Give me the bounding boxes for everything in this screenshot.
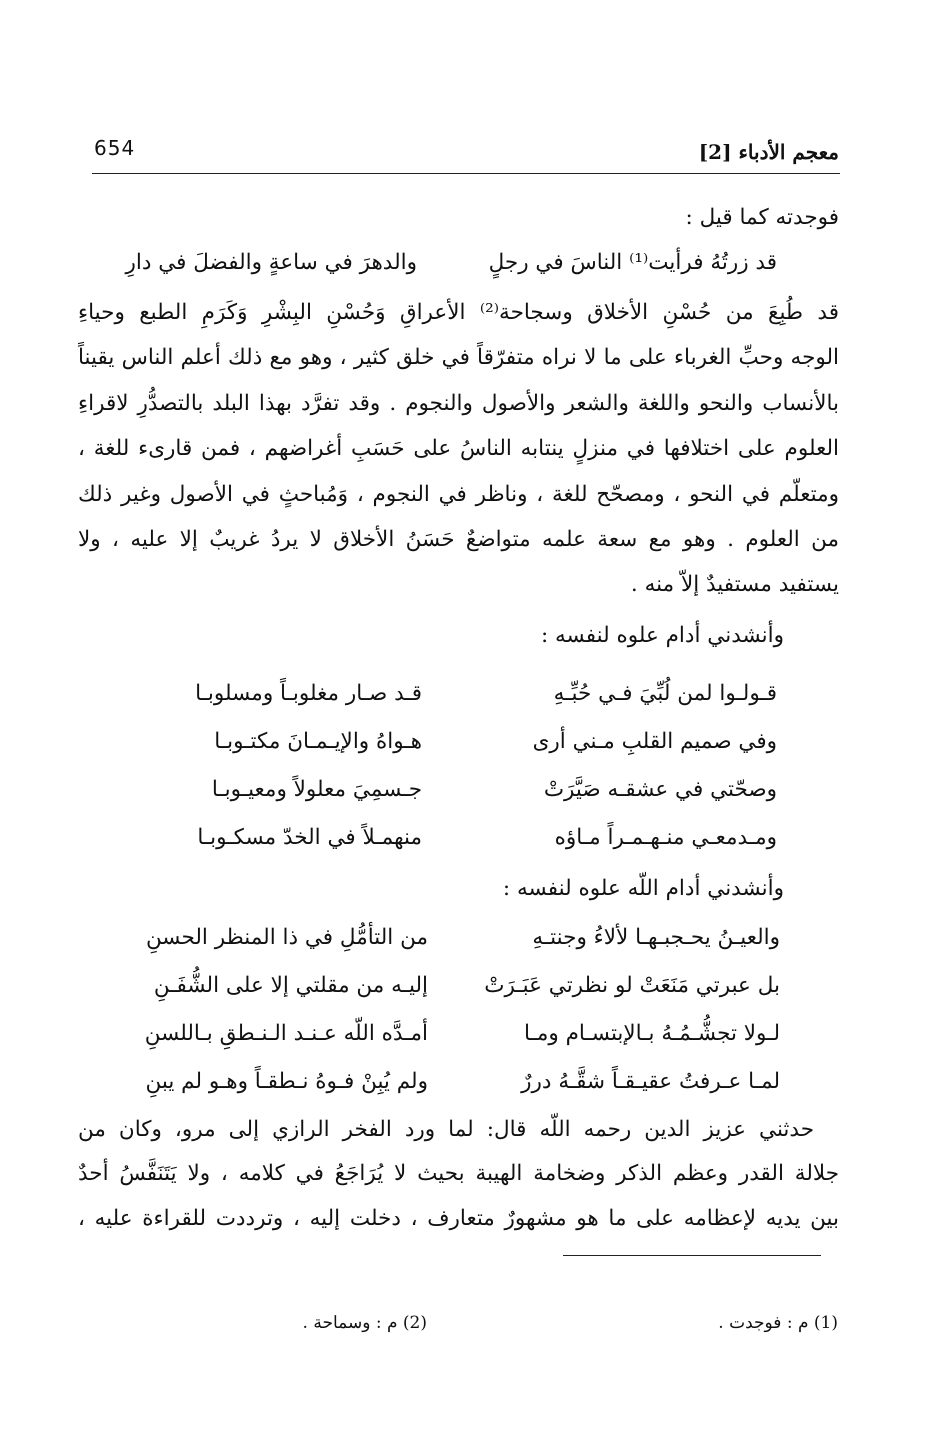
poem1-second-hemistich: منهمـلاً في الخدّ مسكـوبـا xyxy=(197,825,422,850)
poem2-second-hemistich: إليـه من مقلتي إلا على الشُّفَـنِ xyxy=(153,973,428,998)
poem2-second-hemistich: أمـدَّه اللّه عـنـد الـنـطقِ بـاللسنِ xyxy=(144,1021,428,1046)
body-line: يستفيد مستفيدٌ إلاّ منه . xyxy=(630,572,839,597)
body-line: ومتعلّم في النحو ، ومصحّح للغة ، وناظر في النجوم ، وَمُباحثٍ في الأصول وغير ذلك xyxy=(78,482,839,507)
poem2-second-hemistich: من التأمُّلِ في ذا المنظر الحسنِ xyxy=(145,925,428,950)
body-line: العلوم على اختلافها في منزلٍ ينتابه الناسُ على حَسَبِ أغراضهم ، فمن قارىء للغة ، xyxy=(78,436,839,461)
poem1-first-hemistich: وفي صميم القلبِ مـني أرى xyxy=(532,729,777,754)
opening-verse-first-hemistich: قد زرتُهُ فرأيت⁽¹⁾ الناسَ في رجلٍ xyxy=(488,250,777,275)
footnote-2: (2) م : وسماحة . xyxy=(302,1313,427,1333)
poem-intro: وأنشدني أدام علوه لنفسه : xyxy=(540,623,784,648)
poem1-second-hemistich: جـسمِيَ معلولاً ومعيـوبـا xyxy=(211,777,422,802)
running-head-title: معجم الأدباء [2] xyxy=(698,140,839,164)
poem1-first-hemistich: ومـدمعـي منـهـمـراً مـاؤه xyxy=(554,825,777,850)
page-number: 654 xyxy=(94,136,136,160)
poem2-first-hemistich: لـولا تجشُّـمُـهُ بـالإبتسـام ومـا xyxy=(524,1021,780,1046)
poem1-first-hemistich: وصحّتي في عشقـه صَيَّرَتْ xyxy=(543,777,777,802)
body-line: قد طُبِعَ من حُسْنِ الأخلاق وسجاحة⁽²⁾ الأعراقِ وَحُسْنِ البِشْرِ وَكَرَمِ الطبع وحياءِ xyxy=(78,300,839,325)
body-line: بين يديه لإعظامه على ما هو مشهورٌ متعارف ، دخلت إليه ، وترددت للقراءة عليه ، xyxy=(78,1206,839,1231)
poem-intro: وأنشدني أدام اللّه علوه لنفسه : xyxy=(502,876,784,901)
poem1-second-hemistich: قـد صـار مغلوبـاً ومسلوبـا xyxy=(195,681,422,706)
body-line-intro: فوجدته كما قيل : xyxy=(685,205,839,230)
body-line: من العلوم . وهو مع سعة علمه متواضعٌ حَسَنُ الأخلاق لا يردُ غريبٌ إلا عليه ، ولا xyxy=(78,527,839,552)
poem2-first-hemistich: بل عبرتي مَنَعَتْ لو نظرتي عَبَـرَتْ xyxy=(484,973,780,998)
header-divider xyxy=(92,173,840,174)
opening-verse-second-hemistich: والدهرَ في ساعةٍ والفضلَ في دارِ xyxy=(125,250,417,275)
body-line: جلالة القدر وعظم الذكر وضخامة الهيبة بحيث لا يُرَاجَعُ في كلامه ، ولا يَتَنَفَّسُ أحدٌ xyxy=(78,1161,839,1186)
poem1-first-hemistich: قـولـوا لمن لُبِّيَ فـي حُبِّـهِ xyxy=(553,681,777,706)
body-line: الوجه وحبِّ الغرباء على ما لا نراه متفرّقاً في خلق كثير ، وهو مع ذلك أعلم الناس يقيناً xyxy=(78,345,839,370)
footnote-divider xyxy=(563,1255,821,1256)
body-line: حدثني عزيز الدين رحمه اللّه قال: لما ورد الفخر الرازي إلى مرو، وكان من xyxy=(78,1117,814,1142)
poem1-second-hemistich: هـواهُ والإيـمـانَ مكتـوبـا xyxy=(214,729,422,754)
footnote-1: (1) م : فوجدت . xyxy=(718,1313,838,1333)
poem2-first-hemistich: والعيـنُ يحـجبـهـا لألاءُ وجنتـهِ xyxy=(532,925,780,950)
poem2-first-hemistich: لمـا عـرفتُ عقيـقـاً شقَّـهُ دررٌ xyxy=(521,1069,780,1094)
poem2-second-hemistich: ولم يُبِنْ فـوهُ نـطقـاً وهـو لم يبنِ xyxy=(145,1069,428,1094)
body-line: بالأنساب والنحو واللغة والشعر والأصول والنجوم . وقد تفرَّد بهذا البلد بالتصدُّرِ لاقراءِ xyxy=(78,391,839,416)
